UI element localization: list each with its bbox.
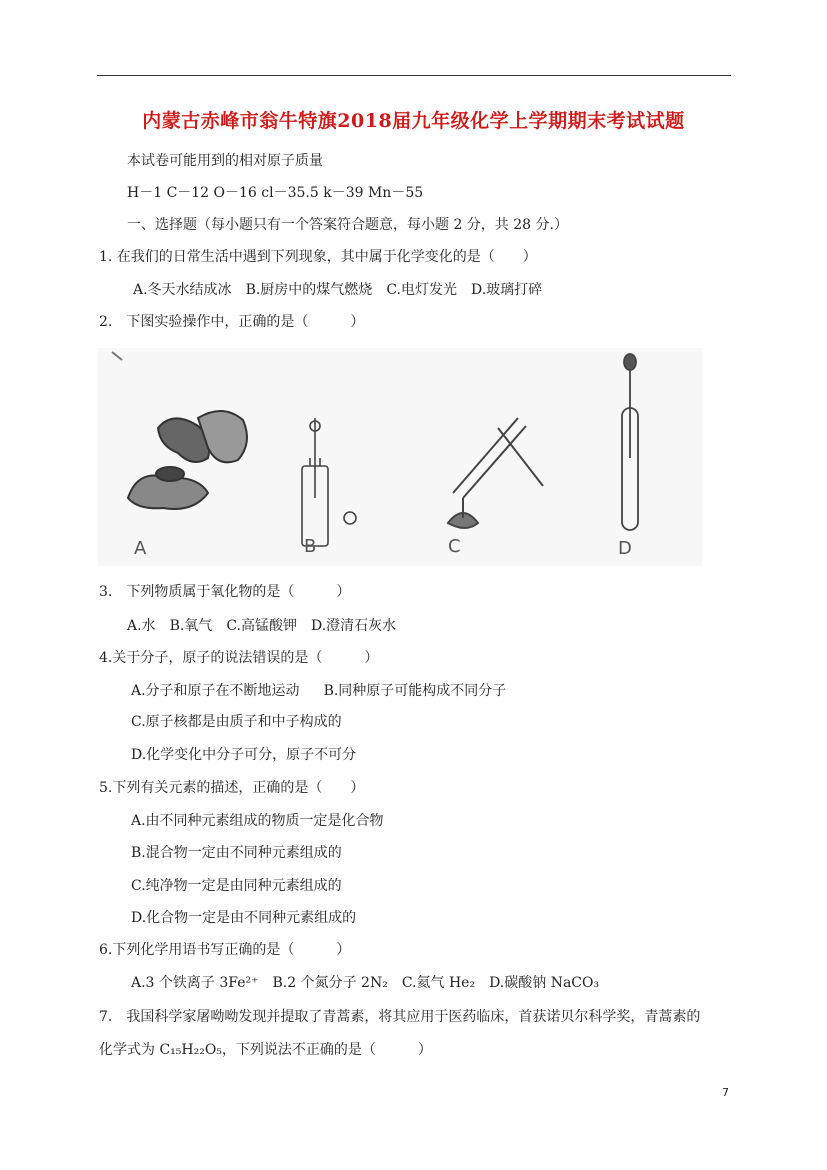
option-d: D.澄清石灰水: [310, 618, 397, 634]
option-d: D.玻璃打碎: [470, 282, 543, 298]
header-rule: [97, 75, 731, 76]
question-6-options: [131, 973, 613, 993]
option-c: C.电灯发光: [386, 282, 457, 298]
question-7-stem-continued: 化学式为 C₁₅H₂₂O₅，下列说法不正确的是（ ）: [99, 1042, 432, 1058]
atomic-mass-values: H－1 C－12 O－16 cl－35.5 k－39 Mn－55: [127, 185, 424, 201]
option-c: C.氦气 He₂: [401, 975, 476, 991]
option-a: A.由不同种元素组成的物质一定是化合物: [131, 813, 384, 829]
figure-label-a: A: [134, 538, 147, 559]
option-c: C.高锰酸钾: [226, 618, 297, 634]
option-d: D.化学变化中分子可分，原子不可分: [131, 747, 357, 763]
lab-operations-illustration: [98, 348, 702, 566]
question-7-stem: 7. 我国科学家屠呦呦发现并提取了青蒿素，将其应用于医药临床，首获诺贝尔科学奖，青蒿素的: [99, 1009, 701, 1025]
option-a: A.3 个铁离子 3Fe²⁺: [131, 975, 259, 991]
option-c: C.原子核都是由质子和中子构成的: [131, 714, 342, 730]
question-3-stem: 3. 下列物质属于氧化物的是（ ）: [99, 584, 351, 600]
option-d: D.碳酸钠 NaCO₃: [489, 975, 600, 991]
figure-label-b: B: [304, 536, 317, 557]
option-b: B.氧气: [169, 618, 213, 634]
option-b: B.厨房中的煤气燃烧: [245, 282, 373, 298]
figure-label-c: C: [448, 536, 461, 557]
option-b: B.同种原子可能构成不同分子: [323, 683, 507, 699]
question-1-stem: 1. 在我们的日常生活中遇到下列现象，其中属于化学变化的是（ ）: [99, 249, 537, 265]
page-title: 内蒙古赤峰市翁牛特旗2018届九年级化学上学期期末考试试题: [142, 110, 685, 132]
question-4-options-row1: [131, 681, 520, 701]
option-b: B.2 个氮分子 2N₂: [272, 975, 388, 991]
option-d: D.化合物一定是由不同种元素组成的: [131, 910, 357, 926]
option-a: A.分子和原子在不断地运动: [131, 683, 300, 699]
option-a: A.冬天水结成冰: [133, 282, 232, 298]
option-b: B.混合物一定由不同种元素组成的: [131, 845, 342, 861]
option-a: A.水: [127, 618, 156, 634]
question-3-options: [127, 616, 410, 636]
page-number: 7: [722, 1086, 729, 1099]
option-c: C.纯净物一定是由同种元素组成的: [131, 878, 342, 894]
question-2-stem: 2. 下图实验操作中，正确的是（ ）: [99, 314, 365, 330]
question-6-stem: 6.下列化学用语书写正确的是（ ）: [99, 942, 351, 958]
question-4-stem: 4.关于分子，原子的说法错误的是（ ）: [99, 650, 379, 666]
question-5-stem: 5.下列有关元素的描述，正确的是（ ）: [99, 780, 365, 796]
figure-label-d: D: [618, 538, 632, 559]
atomic-mass-label: 本试卷可能用到的相对原子质量: [127, 153, 323, 169]
lab-operations-figure: [98, 348, 702, 566]
question-1-options: [133, 280, 556, 300]
section-heading: 一、选择题（每小题只有一个答案符合题意，每小题 2 分，共 28 分.）: [127, 217, 568, 233]
